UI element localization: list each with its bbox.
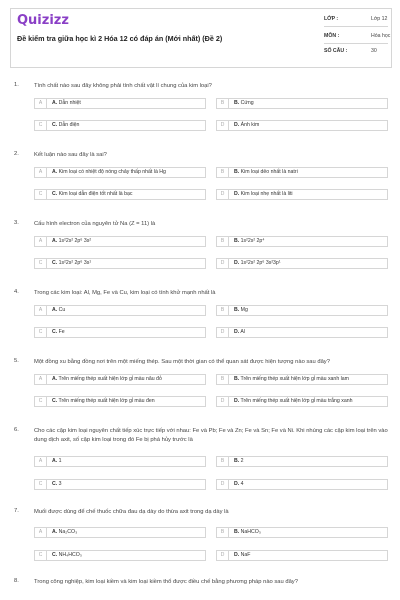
option-letter: B bbox=[217, 528, 229, 537]
option-d[interactable] bbox=[216, 479, 388, 490]
question-text: Cho các cặp kim loại nguyên chất tiếp xúc trực tiếp với nhau: Fe và Pb; Fe và Zn; Fe và Sn; Fe và Ni. Khi nhúng các cặp kim loại trên vào dung dịch axit, số cặp kim loại trong đó Fe bị phá hủy trước là bbox=[34, 428, 388, 443]
worksheet-header bbox=[10, 8, 392, 68]
option-letter: B bbox=[217, 99, 229, 108]
option-c[interactable] bbox=[34, 258, 206, 269]
option-text: Na₂CO₃ bbox=[58, 529, 78, 535]
option-label: B. bbox=[234, 458, 240, 464]
option-letter: B bbox=[217, 306, 229, 315]
option-b[interactable] bbox=[216, 98, 388, 109]
option-text: Trên miếng thép xuất hiện lớp gỉ màu đen bbox=[58, 398, 155, 404]
option-label: D. bbox=[234, 552, 240, 558]
option-label: D. bbox=[234, 398, 240, 404]
option-d[interactable] bbox=[216, 550, 388, 561]
option-text: Trên miếng thép xuất hiện lớp gỉ màu xanh lam bbox=[240, 376, 350, 382]
option-letter: D bbox=[217, 397, 229, 406]
option-letter: C bbox=[35, 259, 47, 268]
question-number: 8. bbox=[14, 578, 19, 584]
option-d[interactable] bbox=[216, 396, 388, 407]
option-b[interactable] bbox=[216, 456, 388, 467]
option-letter: C bbox=[35, 551, 47, 560]
question-number: 5. bbox=[14, 358, 19, 364]
option-text: 4 bbox=[240, 481, 244, 487]
option-b[interactable] bbox=[216, 167, 388, 178]
option-label: C. bbox=[52, 552, 58, 558]
option-letter: D bbox=[217, 328, 229, 337]
option-label: C. bbox=[52, 329, 58, 335]
option-text: Al bbox=[240, 329, 245, 335]
option-letter: A bbox=[35, 375, 47, 384]
question-number: 1. bbox=[14, 82, 19, 88]
option-letter: A bbox=[35, 457, 47, 466]
option-a[interactable] bbox=[34, 374, 206, 385]
option-text: NaHCO₃ bbox=[240, 529, 261, 535]
option-text: NH₄HCO₃ bbox=[58, 552, 82, 558]
meta-label: LỚP : bbox=[324, 16, 339, 22]
option-letter: C bbox=[35, 480, 47, 489]
question-text: Kết luận nào sau đây là sai? bbox=[34, 152, 107, 158]
option-label: D. bbox=[234, 481, 240, 487]
option-letter: A bbox=[35, 306, 47, 315]
question-number: 2. bbox=[14, 151, 19, 157]
option-a[interactable] bbox=[34, 236, 206, 247]
option-a[interactable] bbox=[34, 527, 206, 538]
option-label: B. bbox=[234, 100, 240, 106]
meta-value: Hóa học bbox=[371, 33, 391, 39]
option-letter: C bbox=[35, 121, 47, 130]
option-a[interactable] bbox=[34, 305, 206, 316]
option-d[interactable] bbox=[216, 258, 388, 269]
divider bbox=[324, 26, 388, 27]
option-letter: D bbox=[217, 551, 229, 560]
question-number: 7. bbox=[14, 508, 19, 514]
option-label: D. bbox=[234, 329, 240, 335]
option-letter: B bbox=[217, 237, 229, 246]
option-label: A. bbox=[52, 376, 58, 382]
option-text: 3 bbox=[58, 481, 62, 487]
quizizz-logo: Quizizz bbox=[17, 13, 69, 28]
meta-label: SỐ CÂU : bbox=[324, 48, 348, 54]
question-text: Một đồng xu bằng đồng nơi trên một miếng thép. Sau một thời gian có thể quan sát được hiện tượng nào sau đây? bbox=[34, 359, 330, 365]
option-label: A. bbox=[52, 100, 58, 106]
option-label: D. bbox=[234, 122, 240, 128]
option-text: Kim loại dẻo nhất là natri bbox=[240, 169, 298, 175]
option-label: B. bbox=[234, 169, 240, 175]
option-text: Cu bbox=[58, 307, 66, 313]
divider bbox=[324, 43, 388, 44]
option-letter: A bbox=[35, 168, 47, 177]
option-d[interactable] bbox=[216, 120, 388, 131]
option-letter: D bbox=[217, 259, 229, 268]
option-label: C. bbox=[52, 481, 58, 487]
question-number: 3. bbox=[14, 220, 19, 226]
question-text: Trong công nghiệp, kim loại kiềm và kim loại kiềm thổ được điều chế bằng phương pháp nào sau đây? bbox=[34, 579, 298, 585]
meta-value: Lớp 12 bbox=[371, 16, 388, 22]
option-label: A. bbox=[52, 458, 58, 464]
option-text: 1s²2s² 2p⁶ 3s² bbox=[58, 238, 92, 244]
option-label: D. bbox=[234, 191, 240, 197]
option-text: 1 bbox=[58, 458, 62, 464]
option-text: Fe bbox=[58, 329, 65, 335]
option-text: 1s²2s² 2p⁴ bbox=[240, 238, 265, 244]
option-label: C. bbox=[52, 260, 58, 266]
option-d[interactable] bbox=[216, 327, 388, 338]
option-label: C. bbox=[52, 122, 58, 128]
option-text: NaF bbox=[240, 552, 251, 558]
option-letter: C bbox=[35, 190, 47, 199]
meta-label: MÔN : bbox=[324, 33, 340, 39]
option-letter: D bbox=[217, 190, 229, 199]
option-a[interactable] bbox=[34, 456, 206, 467]
question-number: 6. bbox=[14, 427, 19, 433]
option-label: A. bbox=[52, 169, 58, 175]
option-label: C. bbox=[52, 191, 58, 197]
option-text: Kim loại có nhiệt độ nóng chảy thấp nhất là Hg bbox=[58, 169, 166, 175]
option-b[interactable] bbox=[216, 527, 388, 538]
option-b[interactable] bbox=[216, 305, 388, 316]
option-letter: D bbox=[217, 480, 229, 489]
option-c[interactable] bbox=[34, 396, 206, 407]
option-b[interactable] bbox=[216, 374, 388, 385]
option-letter: B bbox=[217, 375, 229, 384]
option-a[interactable] bbox=[34, 167, 206, 178]
option-letter: C bbox=[35, 328, 47, 337]
option-letter: A bbox=[35, 237, 47, 246]
option-label: A. bbox=[52, 238, 58, 244]
option-text: 2 bbox=[240, 458, 244, 464]
option-label: B. bbox=[234, 529, 240, 535]
option-letter: A bbox=[35, 99, 47, 108]
question-text: Trong các kim loại: Al, Mg, Fe và Cu, kim loại có tính khử mạnh nhất là bbox=[34, 290, 216, 296]
option-label: B. bbox=[234, 238, 240, 244]
option-text: Kim loại dẫn điện tốt nhất là bạc bbox=[58, 191, 133, 197]
question-number: 4. bbox=[14, 289, 19, 295]
option-label: B. bbox=[234, 376, 240, 382]
option-text: Dẫn điện bbox=[58, 122, 80, 128]
option-text: 1s²2s² 2p⁶ 3s¹ bbox=[58, 260, 92, 266]
worksheet-title: Đề kiểm tra giữa học kì 2 Hóa 12 có đáp án (Mới nhất) (Đề 2) bbox=[17, 34, 223, 43]
option-label: D. bbox=[234, 260, 240, 266]
option-c[interactable] bbox=[34, 120, 206, 131]
option-label: B. bbox=[234, 307, 240, 313]
option-text: Ánh kim bbox=[240, 122, 260, 128]
option-text: 1s²2s² 2p⁶ 3s²3p¹ bbox=[240, 260, 281, 266]
question-text: Muối được dùng để chế thuốc chữa đau dạ dày do thừa axit trong dạ dày là bbox=[34, 509, 229, 515]
option-letter: D bbox=[217, 121, 229, 130]
option-letter: B bbox=[217, 168, 229, 177]
option-letter: A bbox=[35, 528, 47, 537]
option-b[interactable] bbox=[216, 236, 388, 247]
option-c[interactable] bbox=[34, 189, 206, 200]
option-d[interactable] bbox=[216, 189, 388, 200]
question-text: Cấu hình electron của nguyên tử Na (Z = 11) là bbox=[34, 221, 156, 227]
question-text: Tính chất nào sau đây không phải tính chất vật lí chung của kim loại? bbox=[34, 83, 212, 89]
option-text: Cứng bbox=[240, 100, 254, 106]
option-c[interactable] bbox=[34, 550, 206, 561]
option-text: Kim loại nhẹ nhất là liti bbox=[240, 191, 293, 197]
meta-value: 30 bbox=[371, 48, 377, 54]
option-letter: C bbox=[35, 397, 47, 406]
option-label: A. bbox=[52, 307, 58, 313]
option-text: Mg bbox=[240, 307, 248, 313]
option-c[interactable] bbox=[34, 327, 206, 338]
option-letter: B bbox=[217, 457, 229, 466]
option-text: Trên miếng thép xuất hiện lớp gỉ màu nâu đỏ bbox=[58, 376, 162, 382]
option-text: Trên miếng thép xuất hiện lớp gỉ màu trắng xanh bbox=[240, 398, 353, 404]
option-label: A. bbox=[52, 529, 58, 535]
option-text: Dẫn nhiệt bbox=[58, 100, 81, 106]
option-label: C. bbox=[52, 398, 58, 404]
option-a[interactable] bbox=[34, 98, 206, 109]
option-c[interactable] bbox=[34, 479, 206, 490]
